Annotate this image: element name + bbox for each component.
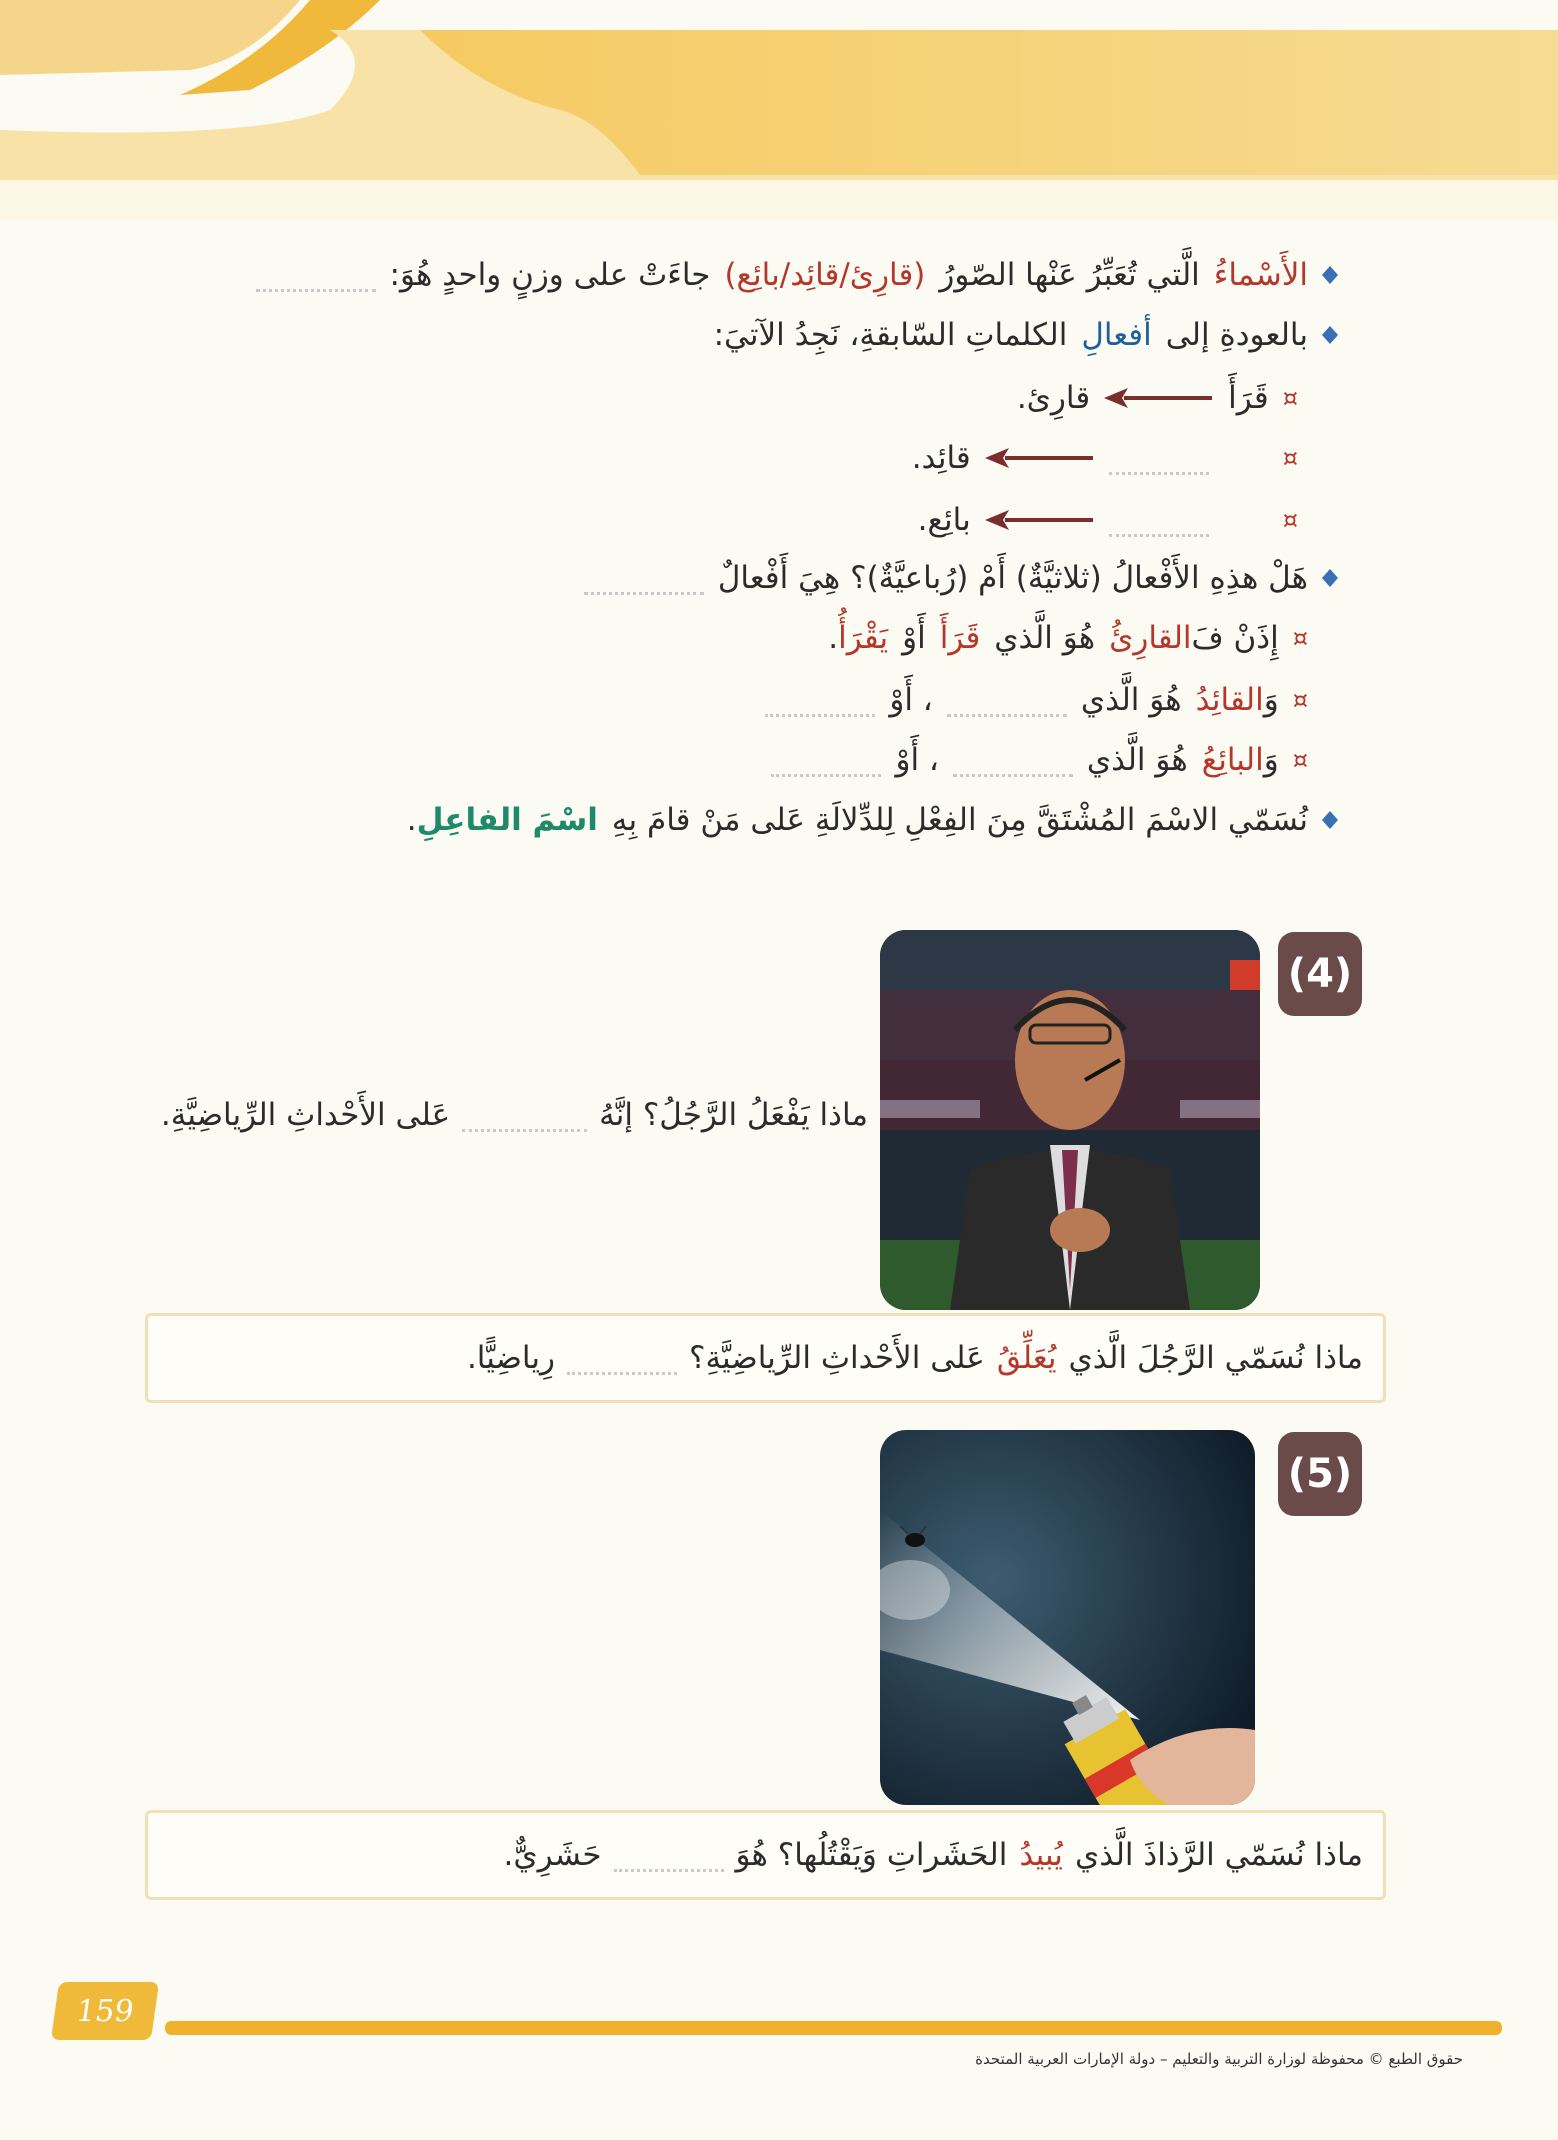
blank-field[interactable] [1109,442,1209,475]
keyword: الأَسْماءُ [1213,257,1308,293]
bullet-line-2: بالعودةِ إلى أفعالِ الكلماتِ السّابقةِ، نَجِدُ الآتيَ: [200,305,1338,365]
insect-spray-photo [880,1430,1255,1805]
blank-field[interactable] [947,684,1067,717]
blank-field[interactable] [462,1099,587,1132]
blank-field[interactable] [1109,504,1209,537]
blank-field[interactable] [567,1342,677,1375]
blank-field[interactable] [614,1839,724,1872]
blank-field[interactable] [256,259,376,292]
diamond-bullet-icon [1322,811,1338,829]
question-5-box: ماذا نُسَمّي الرَّذاذَ الَّذي يُبيدُ الحَشَراتِ وَيَقْتُلُها؟ هُوَ حَشَرِيٌّ. [145,1810,1386,1900]
footer-rule [165,2021,1502,2035]
copyright-notice: حقوق الطبع © محفوظة لوزارة التربية والتعليم – دولة الإمارات العربية المتحدة [975,2050,1463,2068]
verb-row-2: ¤ قائِد. [911,440,1298,476]
sentence-row-1: ¤ إِذَنْ فَ القارِئُ هُوَ الَّذي قَرَأَ أَوْ يَقْرَأُ . [828,620,1308,656]
arrow-left-icon [1104,386,1214,410]
blank-field[interactable] [771,744,881,777]
sentence-row-3: ¤ وَ البائِعُ هُوَ الَّذي ، أَوْ [200,730,1308,790]
question-4a: ماذا يَفْعَلُ الرَّجُلُ؟ إنَّهُ عَلى الأَحْداثِ الرِّياضِيَّةِ. [160,1097,868,1133]
header-banner [0,0,1558,235]
arrow-left-icon [985,508,1095,532]
blank-field[interactable] [584,562,704,595]
bullet-line-1: الأَسْماءُ الَّتي تُعَبِّرُ عَنْها الصّورُ (قارِئ/قائِد/بائِع) جاءَتْ على وزنٍ واحدٍ هُوَ: [200,245,1338,305]
blank-field[interactable] [765,684,875,717]
verb-row-3: ¤ بائِع. [917,502,1298,538]
exercise-number-badge: (5) [1278,1432,1362,1516]
page-number: 159 [51,1982,159,2040]
diamond-bullet-icon [1322,266,1338,284]
diamond-bullet-icon [1322,326,1338,344]
bullet-line-3: هَلْ هذِهِ الأَفْعالُ (ثلاثيَّةٌ) أَمْ (رُباعيَّةٌ)؟ هِيَ أَفْعالٌ [200,548,1338,608]
diamond-bullet-icon [1322,569,1338,587]
sentence-row-2: ¤ وَ القائِدُ هُوَ الَّذي ، أَوْ [200,670,1308,730]
arrow-left-icon [985,446,1095,470]
verb-row-1: ¤ قَرَأَ قارِئ. [1016,380,1298,416]
sports-commentator-photo [880,930,1260,1310]
exercise-number-badge: (4) [1278,932,1362,1016]
blank-field[interactable] [953,744,1073,777]
question-4b-box: ماذا نُسَمّي الرَّجُلَ الَّذي يُعَلِّقُ عَلى الأَحْداثِ الرِّياضِيَّةِ؟ رِياضِيًّا. [145,1313,1386,1403]
bullet-line-4: نُسَمّي الاسْمَ المُشْتَقَّ مِنَ الفِعْلِ لِلدِّلالَةِ عَلى مَنْ قامَ بِهِ اسْمَ الفاعِلِ . [200,790,1338,850]
